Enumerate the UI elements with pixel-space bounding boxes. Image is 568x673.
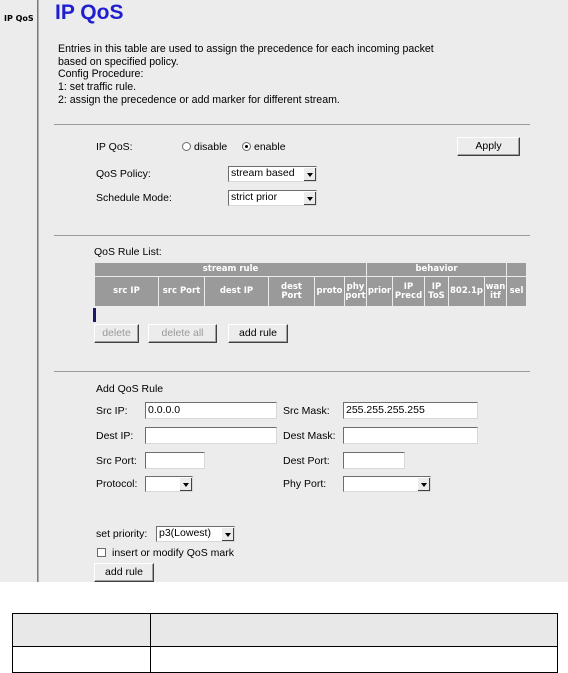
disable-label: disable <box>194 141 228 153</box>
behavior-header: behavior <box>367 263 507 277</box>
divider <box>54 371 530 372</box>
qos-mark-label: insert or modify QoS mark <box>112 547 234 559</box>
sidebar-item-ip-qos[interactable]: IP QoS <box>4 14 34 23</box>
divider <box>54 124 530 125</box>
disable-radio[interactable] <box>182 142 191 151</box>
document-table <box>12 613 558 673</box>
add-rule-button[interactable]: add rule <box>228 324 288 343</box>
page-title: IP QoS <box>55 1 124 24</box>
qos-policy-select[interactable] <box>228 166 317 182</box>
blank-header <box>507 263 527 277</box>
schedule-mode-label: Schedule Mode: <box>96 192 172 204</box>
qos-mark-checkbox[interactable] <box>97 548 106 557</box>
src-mask-input[interactable]: 255.255.255.255 <box>343 402 478 419</box>
sidebar <box>0 0 38 582</box>
col-src-port: src Port <box>159 277 205 307</box>
add-rule-submit-button[interactable]: add rule <box>94 563 154 582</box>
col-prior: prior <box>367 277 393 307</box>
col-dest-ip: dest IP <box>205 277 269 307</box>
apply-button[interactable]: Apply <box>457 137 520 156</box>
chevron-down-icon <box>417 477 430 491</box>
col-phy-port: phy port <box>345 277 367 307</box>
description-line: based on specified policy. <box>58 55 179 68</box>
chevron-down-icon <box>221 527 234 541</box>
disable-option[interactable] <box>182 141 227 153</box>
dest-port-label: Dest Port: <box>283 455 330 467</box>
add-rule-title: Add QoS Rule <box>96 383 164 395</box>
description-line: Entries in this table are used to assign the precedence for each incoming packet <box>58 43 434 55</box>
ip-qos-label: IP QoS: <box>96 141 133 153</box>
set-priority-label: set priority: <box>96 528 148 540</box>
qos-policy-value: stream based <box>231 167 295 179</box>
src-mask-label: Src Mask: <box>283 405 330 417</box>
enable-option[interactable] <box>242 141 286 153</box>
enable-radio[interactable] <box>242 142 251 151</box>
col-ip-precd: IP Precd <box>393 277 425 307</box>
phy-port-label: Phy Port: <box>283 478 327 490</box>
qos-rule-table <box>94 262 527 307</box>
dest-ip-input[interactable] <box>145 427 277 444</box>
table-marker <box>93 308 96 322</box>
src-ip-input[interactable]: 0.0.0.0 <box>145 402 277 419</box>
dest-ip-label: Dest IP: <box>96 430 134 442</box>
col-sel: sel <box>507 277 527 307</box>
src-port-label: Src Port: <box>96 455 137 467</box>
schedule-mode-select[interactable] <box>228 190 317 206</box>
dest-mask-input[interactable] <box>343 427 478 444</box>
dest-port-input[interactable] <box>343 452 405 469</box>
dest-mask-label: Dest Mask: <box>283 430 336 442</box>
phy-port-select[interactable] <box>343 476 431 492</box>
stream-rule-header: stream rule <box>95 263 367 277</box>
doc-table-header-cell <box>13 614 151 647</box>
description-line: Config Procedure: <box>58 68 144 81</box>
set-priority-value: p3(Lowest) <box>159 527 211 539</box>
delete-all-button[interactable]: delete all <box>148 324 217 343</box>
delete-button[interactable]: delete <box>94 324 139 343</box>
chevron-down-icon <box>303 191 316 205</box>
col-dest-port: dest Port <box>269 277 315 307</box>
doc-table-header-cell <box>151 614 558 647</box>
src-port-input[interactable] <box>145 452 205 469</box>
chevron-down-icon <box>303 167 316 181</box>
protocol-select[interactable] <box>145 476 193 492</box>
page-description <box>58 43 508 107</box>
set-priority-select[interactable] <box>156 526 235 542</box>
col-8021p: 802.1p <box>449 277 485 307</box>
rule-list-title: QoS Rule List: <box>94 246 162 258</box>
col-ip-tos: IP ToS <box>425 277 449 307</box>
description-line: 1: set traffic rule. <box>58 81 137 94</box>
protocol-label: Protocol: <box>96 478 138 490</box>
col-src-ip: src IP <box>95 277 159 307</box>
schedule-mode-value: strict prior <box>231 191 278 203</box>
doc-table-cell <box>151 647 558 673</box>
qos-policy-label: QoS Policy: <box>96 168 151 180</box>
divider <box>54 235 530 236</box>
description-line: 2: assign the precedence or add marker for different stream. <box>58 93 340 106</box>
src-ip-label: Src IP: <box>96 405 128 417</box>
chevron-down-icon <box>179 477 192 491</box>
enable-label: enable <box>254 141 286 153</box>
col-wan-itf: wan itf <box>485 277 507 307</box>
col-proto: proto <box>315 277 345 307</box>
doc-table-cell <box>13 647 151 673</box>
